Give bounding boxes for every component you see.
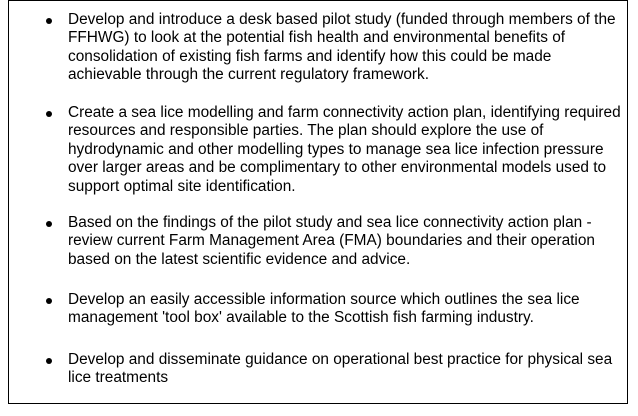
list-item-text: Develop and introduce a desk based pilot study (funded through members of the FFHWG) to look at the potential fish health and environmental benefits of consolidation of existing fish farms and identify how this could be made achievable through the current regulatory framework. <box>68 11 616 84</box>
list-item-text: Develop an easily accessible information source which outlines the sea lice management 'tool box' available to the Scottish fish farming industry. <box>68 291 580 327</box>
bullet-dot <box>46 18 52 24</box>
bullet-dot <box>46 298 52 304</box>
list-item-text: Based on the findings of the pilot study and sea lice connectivity action plan - review current Farm Management Area (FMA) boundaries and their operation based on the latest scientific evidence and advice. <box>68 214 595 268</box>
list-item-text: Develop and disseminate guidance on operational best practice for physical sea lice treatments <box>68 351 613 387</box>
bullet-dot <box>46 358 52 364</box>
bullet-dot <box>46 221 52 227</box>
bullet-dot <box>46 111 52 117</box>
bullet-list-box <box>8 0 628 404</box>
list-item-text: Create a sea lice modelling and farm connectivity action plan, identifying required resources and responsible parties. The plan should explore the use of hydrodynamic and other modelling types to manage sea lice infection pressure over larger areas and be complimentary to other environmental models used to support optimal site identification. <box>68 104 621 195</box>
